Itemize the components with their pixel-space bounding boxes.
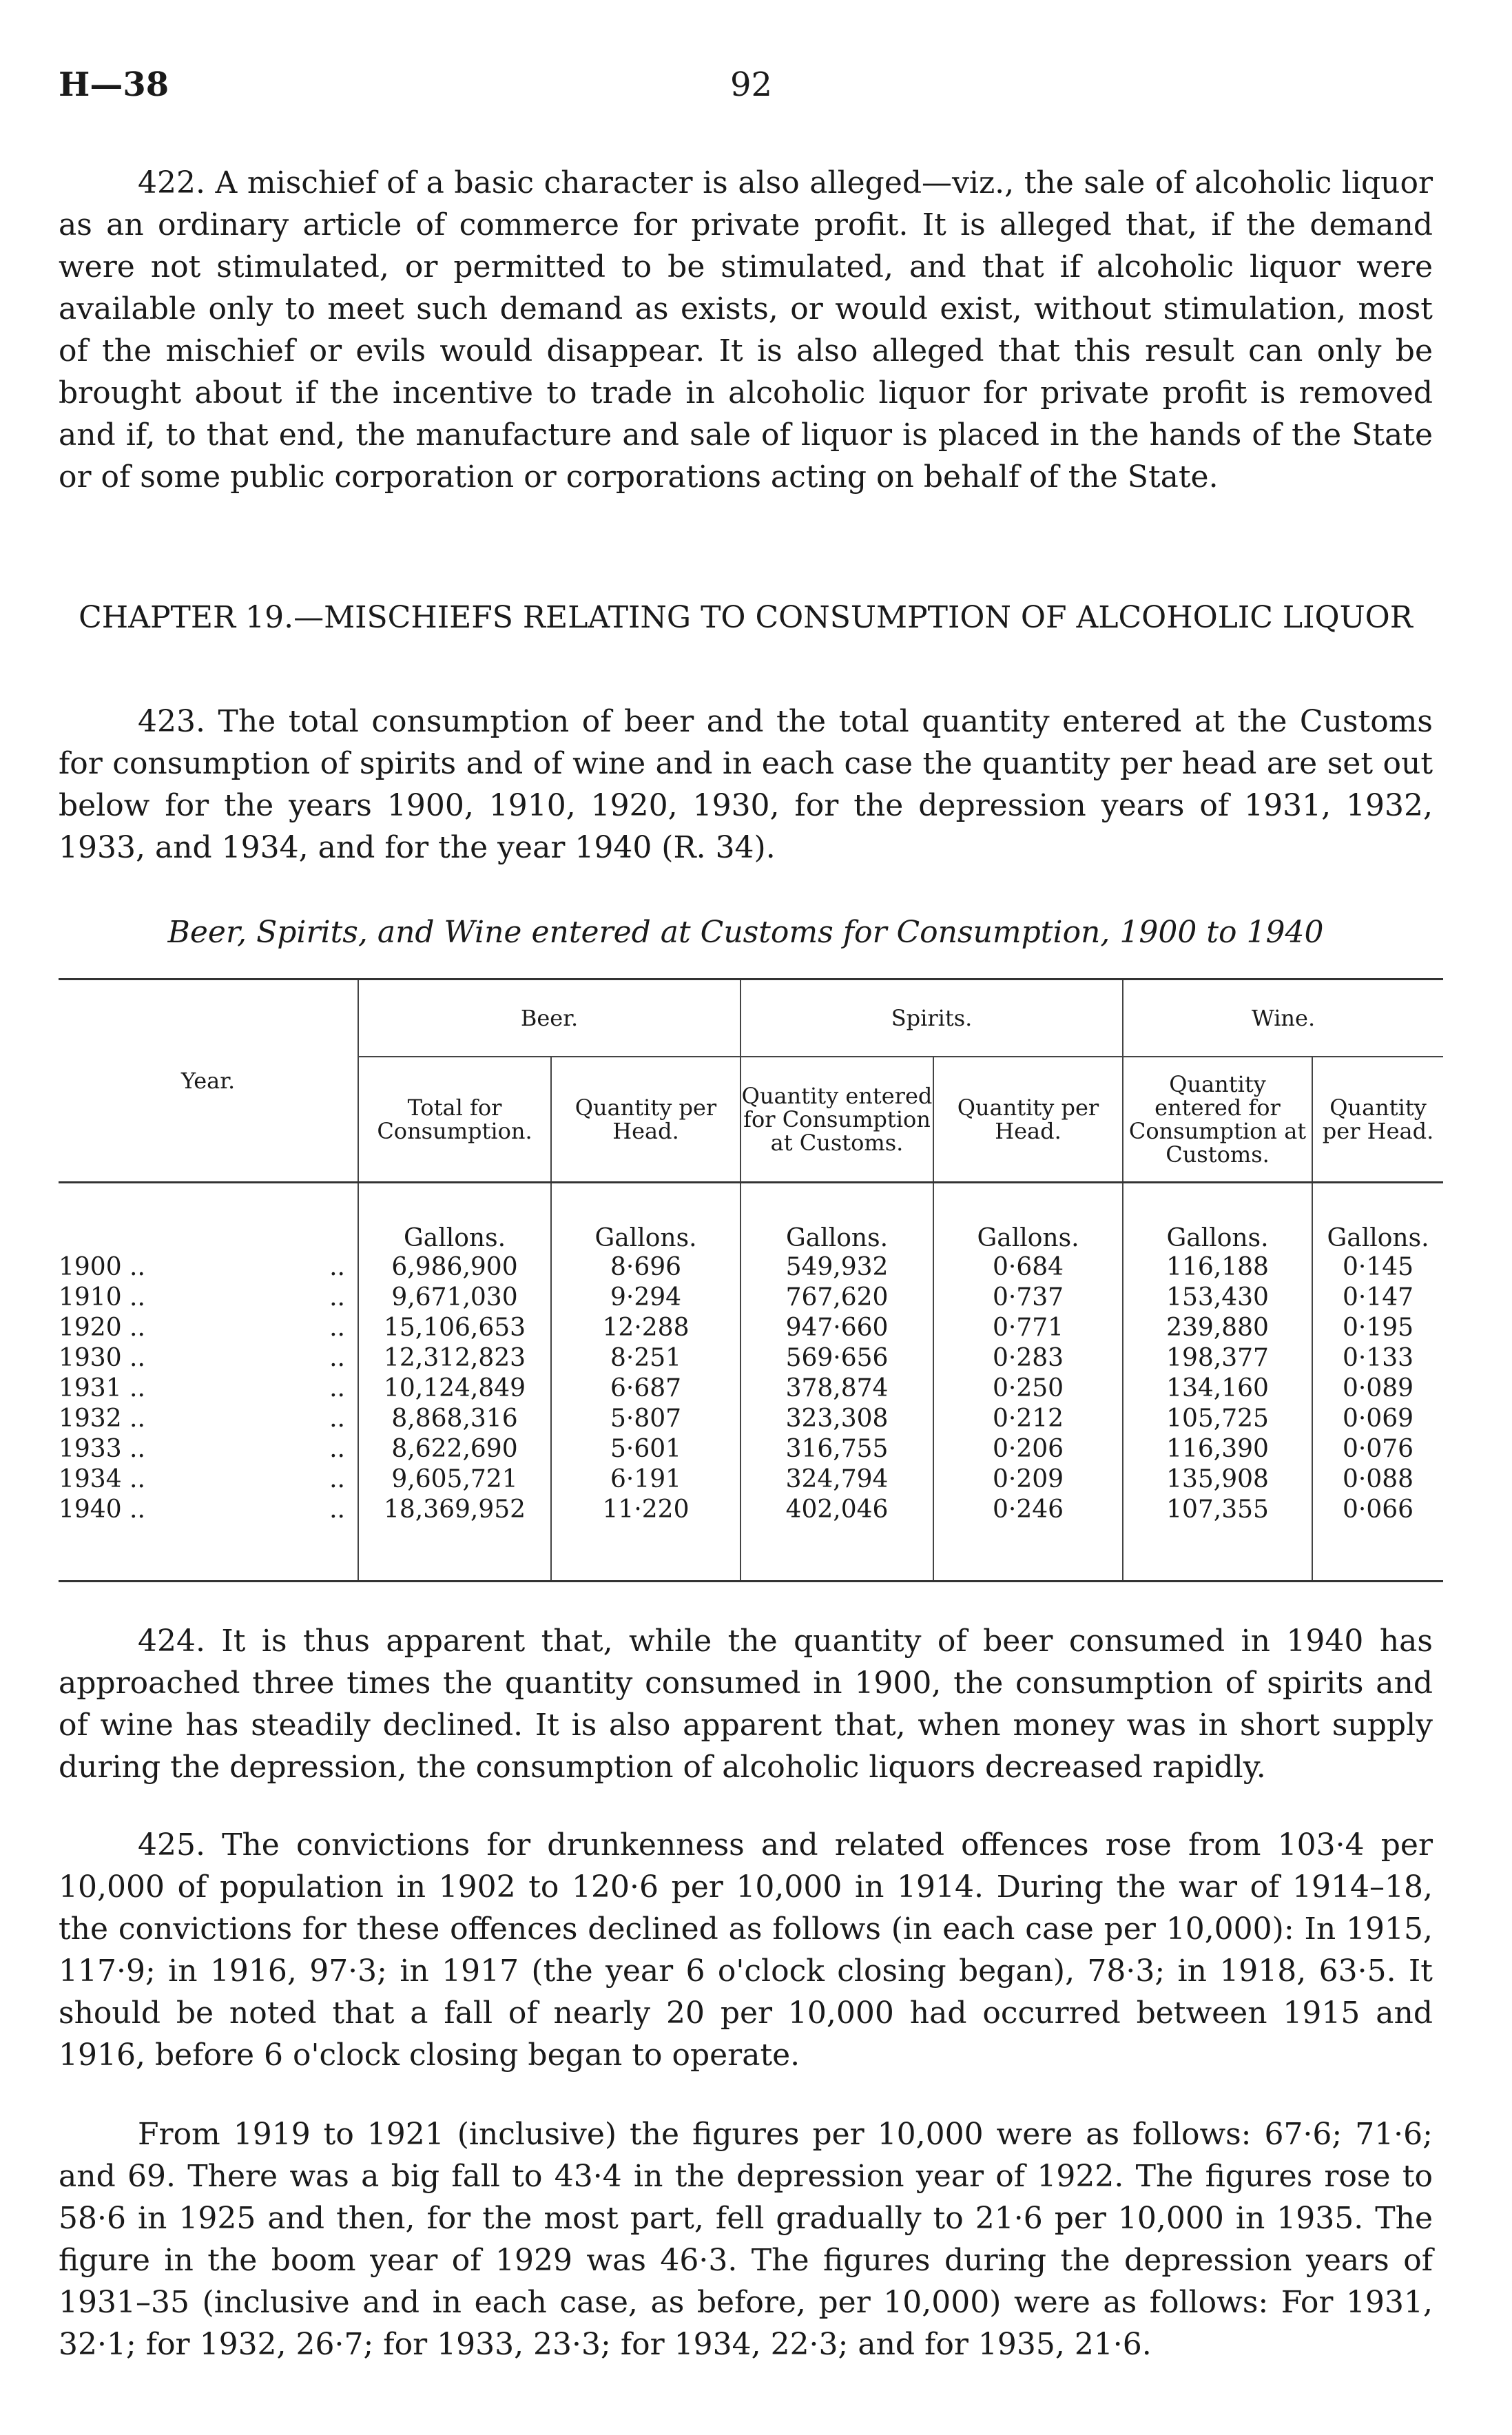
chapter-heading: CHAPTER 19.—MISCHIEFS RELATING TO CONSUMPTION OF ALCOHOLIC LIQUOR [79,600,1413,635]
spirits-per-head-cell: 0·771 [933,1313,1123,1343]
spirits-per-head-cell: 0·737 [933,1283,1123,1313]
beer-per-head-cell: 5·807 [551,1404,741,1434]
beer-total-cell: 15,106,653 [358,1313,551,1343]
leader-dots: .. [329,1495,345,1524]
spirits-total-cell: 323,308 [741,1404,933,1434]
spirits-group-header: Spirits. [741,980,1123,1057]
wine-per-head-cell: 0·133 [1312,1343,1443,1374]
unit-label: Gallons. [551,1183,741,1253]
year-cell: 1900 .. [59,1253,145,1281]
beer-per-head-cell: 8·251 [551,1343,741,1374]
beer-total-cell: 6,986,900 [358,1252,551,1283]
spirits-per-head-cell: 0·283 [933,1343,1123,1374]
beer-per-head-cell: 12·288 [551,1313,741,1343]
leader-dots: .. [329,1435,345,1463]
wine-customs-header: Quantity entered for Consumption at Customs. [1123,1057,1312,1183]
wine-total-cell: 135,908 [1123,1464,1312,1495]
paragraph-424: 424. It is thus apparent that, while the quantity of beer consumed in 1940 has approached three times the quantity consumed in 1900, the consumption of spirits and of wine has steadily declined. It is also apparent that, when money was in short supply during the depression, the consumption of alcoholic liquors decreased rapidly. [59,1624,1433,1785]
leader-dots: .. [329,1374,345,1402]
beer-per-head-cell: 11·220 [551,1495,741,1525]
wine-total-cell: 116,390 [1123,1434,1312,1464]
wine-total-cell: 105,725 [1123,1404,1312,1434]
beer-per-head-cell: 9·294 [551,1283,741,1313]
table-row [59,1464,1443,1495]
beer-total-cell: 18,369,952 [358,1495,551,1525]
beer-total-cell: 8,622,690 [358,1434,551,1464]
wine-per-head-cell: 0·147 [1312,1283,1443,1313]
year-cell: 1933 .. [59,1435,145,1463]
spirits-customs-header: Quantity entered for Consumption at Customs. [741,1057,933,1183]
spirits-per-head-header: Quantity per Head. [933,1057,1123,1183]
leader-dots: .. [329,1283,345,1312]
spirits-per-head-cell: 0·212 [933,1404,1123,1434]
spirits-total-cell: 947·660 [741,1313,933,1343]
spirits-per-head-cell: 0·206 [933,1434,1123,1464]
wine-per-head-cell: 0·066 [1312,1495,1443,1525]
year-cell: 1910 .. [59,1283,145,1312]
wine-per-head-cell: 0·145 [1312,1252,1443,1283]
page-reference: H—38 [59,65,169,104]
spirits-per-head-cell: 0·209 [933,1464,1123,1495]
wine-total-cell: 198,377 [1123,1343,1312,1374]
unit-label: Gallons. [358,1183,551,1253]
wine-per-head-cell: 0·069 [1312,1404,1443,1434]
leader-dots: .. [329,1314,345,1342]
spirits-total-cell: 767,620 [741,1283,933,1313]
beer-per-head-header: Quantity per Head. [551,1057,741,1183]
wine-total-cell: 134,160 [1123,1374,1312,1404]
spirits-total-cell: 316,755 [741,1434,933,1464]
year-cell: 1931 .. [59,1374,145,1402]
unit-label: Gallons. [1312,1183,1443,1253]
paragraph-425: 425. The convictions for drunkenness and related offences rose from 103·4 per 10,000 of population in 1902 to 120·6 per 10,000 in 1914. During the war of 1914–18, the convictions for these offences declined as follows (in each case per 10,000): In 1915, 117·9; in 1916, 97·3; in 1917 (the year 6 o'clock closing began), 78·3; in 1918, 63·5. It should be noted that a fall of nearly 20 per 10,000 had occurred between 1915 and 1916, before 6 o'clock closing began to operate. [59,1827,1433,2073]
wine-total-cell: 116,188 [1123,1252,1312,1283]
table-row [59,1283,1443,1313]
paragraph-422: 422. A mischief of a basic character is also alleged—viz., the sale of alcoholic liquor as an ordinary article of commerce for private profit. It is alleged that, if the demand were not stimulated, or permitted to be stimulated, and that if alcoholic liquor were available only to meet such demand as exists, or would exist, without stimulation, most of the mischief or evils would disappear. It is also alleged that this result can only be brought about if the incentive to trade in alcoholic liquor for private profit is removed and if, to that end, the manufacture and sale of liquor is placed in the hands of the State or of some public corporation or corporations acting on behalf of the State. [59,165,1433,495]
page-number: 92 [730,65,773,104]
leader-dots: .. [329,1465,345,1493]
beer-total-header: Total for Consumption. [358,1057,551,1183]
beer-per-head-cell: 6·687 [551,1374,741,1404]
wine-total-cell: 107,355 [1123,1495,1312,1525]
unit-label: Gallons. [1123,1183,1312,1253]
beer-total-cell: 8,868,316 [358,1404,551,1434]
wine-total-cell: 239,880 [1123,1313,1312,1343]
table-row [59,1313,1443,1343]
leader-dots: .. [329,1253,345,1281]
wine-per-head-cell: 0·088 [1312,1464,1443,1495]
beer-total-cell: 9,671,030 [358,1283,551,1313]
table-row [59,1404,1443,1434]
table-row [59,1495,1443,1525]
table-row [59,1343,1443,1374]
year-cell: 1934 .. [59,1465,145,1493]
leader-dots: .. [329,1405,345,1433]
spirits-total-cell: 324,794 [741,1464,933,1495]
year-cell: 1932 .. [59,1405,145,1433]
wine-total-cell: 153,430 [1123,1283,1312,1313]
beer-per-head-cell: 5·601 [551,1434,741,1464]
spirits-total-cell: 569·656 [741,1343,933,1374]
spirits-total-cell: 402,046 [741,1495,933,1525]
beer-total-cell: 10,124,849 [358,1374,551,1404]
beer-group-header: Beer. [358,980,741,1057]
year-cell: 1920 .. [59,1314,145,1342]
paragraph-423: 423. The total consumption of beer and the total quantity entered at the Customs for consumption of spirits and of wine and in each case the quantity per head are set out below for the years 1900, 1910, 1920, 1930, for the depression years of 1931, 1932, 1933, and 1934, and for the year 1940 (R. 34). [59,704,1433,865]
beer-per-head-cell: 8·696 [551,1252,741,1283]
table-row [59,1374,1443,1404]
spirits-per-head-cell: 0·246 [933,1495,1123,1525]
leader-dots: .. [329,1344,345,1372]
wine-group-header: Wine. [1123,980,1443,1057]
spirits-per-head-cell: 0·250 [933,1374,1123,1404]
year-cell: 1940 .. [59,1495,145,1524]
table-row [59,1434,1443,1464]
year-cell: 1930 .. [59,1344,145,1372]
wine-per-head-cell: 0·089 [1312,1374,1443,1404]
spirits-total-cell: 378,874 [741,1374,933,1404]
wine-per-head-cell: 0·195 [1312,1313,1443,1343]
spirits-per-head-cell: 0·684 [933,1252,1123,1283]
wine-per-head-cell: 0·076 [1312,1434,1443,1464]
beer-total-cell: 12,312,823 [358,1343,551,1374]
consumption-table [59,978,1443,1582]
year-column-header: Year. [59,980,358,1183]
table-caption: Beer, Spirits, and Wine entered at Customs for Consumption, 1900 to 1940 [167,915,1324,950]
unit-label: Gallons. [741,1183,933,1253]
spirits-total-cell: 549,932 [741,1252,933,1283]
table-row [59,1252,1443,1283]
wine-per-head-header: Quantity per Head. [1312,1057,1443,1183]
unit-label: Gallons. [933,1183,1123,1253]
beer-total-cell: 9,605,721 [358,1464,551,1495]
paragraph-425-continued: From 1919 to 1921 (inclusive) the figures per 10,000 were as follows: 67·6; 71·6; and 69. There was a big fall to 43·4 in the depression year of 1922. The figures rose to 58·6 in 1925 and then, for the most part, fell gradually to 21·6 per 10,000 in 1935. The figure in the boom year of 1929 was 46·3. The figures during the depression years of 1931–35 (inclusive and in each case, as before, per 10,000) were as follows: For 1931, 32·1; for 1932, 26·7; for 1933, 23·3; for 1934, 22·3; and for 1935, 21·6. [59,2117,1433,2362]
beer-per-head-cell: 6·191 [551,1464,741,1495]
